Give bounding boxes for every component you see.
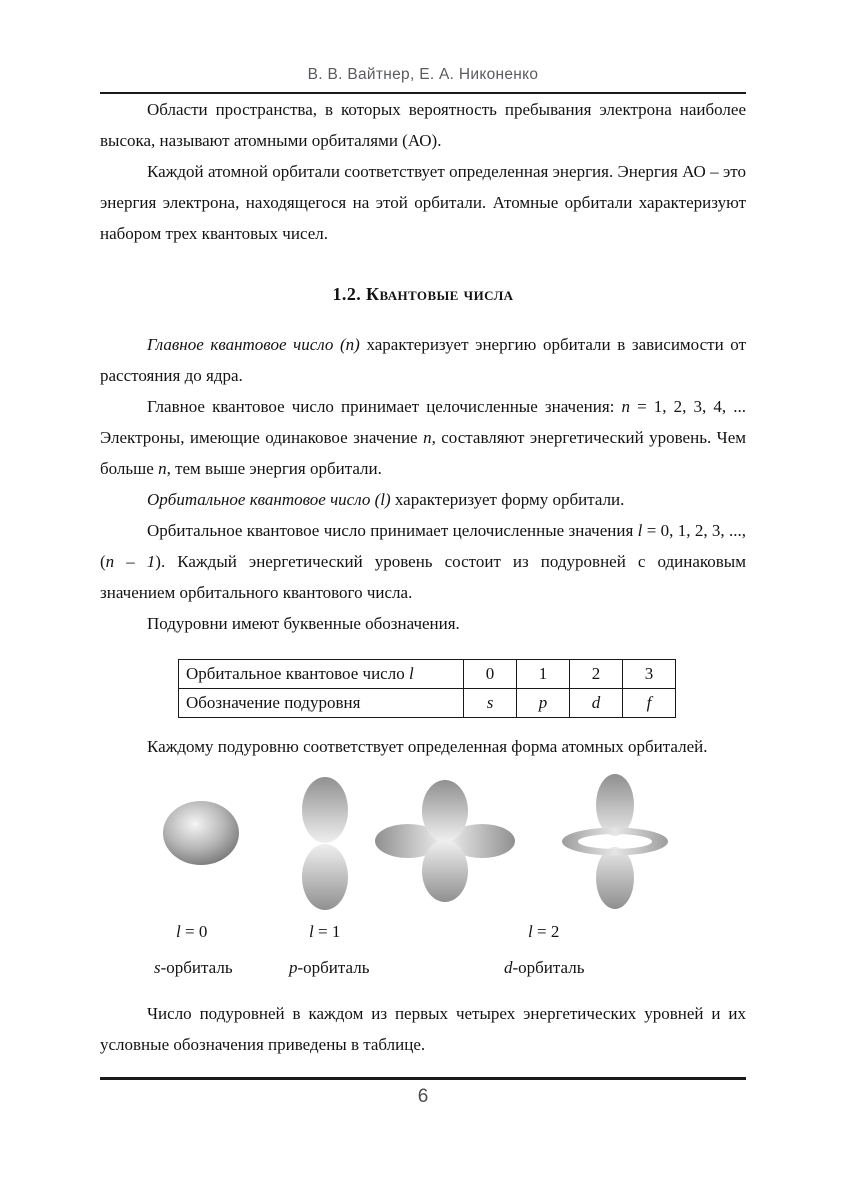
symbol-n-minus-1: n – 1 — [105, 552, 156, 571]
orbital-figure-labels — [100, 920, 746, 994]
text-segment: -орбиталь — [160, 958, 233, 977]
text-segment: = 0, 1, 2, 3, ..., ( — [100, 521, 746, 571]
paragraph-orbital-number — [100, 484, 746, 515]
orbital-figures — [100, 772, 746, 920]
footer-rule — [100, 1077, 746, 1080]
text-segment: Орбитальное квантовое число принимает целочисленные значения — [147, 521, 638, 540]
page-number: 6 — [417, 1086, 429, 1107]
text-segment: = 2 — [532, 922, 560, 941]
symbol-l: l — [176, 922, 181, 941]
text-segment: Главное квантовое число принимает целочисленные значения: — [147, 397, 622, 416]
label-p-orbital — [289, 958, 369, 978]
paragraph-principal-number — [100, 329, 746, 391]
d-orbital-clover-figure — [375, 780, 515, 907]
symbol-d: d — [504, 958, 513, 977]
running-head-authors: В. В. Вайтнер, Е. А. Никоненко — [307, 66, 539, 83]
text-segment: Каждой атомной орбитали соответствует определенная энергия. Энергия АО – это энергия электрона, находящегося на этой орбитали. Атомные орбитали характеризуют набором трех квантовых чисел. — [100, 162, 746, 243]
table-row — [179, 660, 676, 689]
symbol-s: s — [154, 958, 161, 977]
label-l-equals-0 — [176, 922, 207, 942]
page-content — [100, 0, 746, 1060]
table-cell: p — [517, 689, 570, 718]
paragraph-levels-table-intro — [100, 998, 746, 1060]
table-row-label — [179, 660, 464, 689]
symbol-l: l — [637, 521, 643, 540]
table-cell: 1 — [517, 660, 570, 689]
table-cell: 3 — [623, 660, 676, 689]
text-segment: -орбиталь — [297, 958, 370, 977]
table-cell: 0 — [464, 660, 517, 689]
term-orbital-quantum-number: Орбитальное квантовое число (l) — [147, 490, 391, 509]
symbol-l: l — [528, 922, 533, 941]
label-s-orbital — [154, 958, 233, 978]
table-row — [179, 689, 676, 718]
table-cell: 2 — [570, 660, 623, 689]
text-segment: , тем выше энергия орбитали. — [166, 459, 382, 478]
paragraph-principal-values — [100, 391, 746, 484]
dumbbell-orbital-icon — [296, 776, 354, 911]
term-principal-quantum-number: Главное квантовое число (n) — [147, 335, 360, 354]
label-l-equals-2 — [528, 922, 559, 942]
text-segment: Области пространства, в которых вероятность пребывания электрона наиболее высока, называют атомными орбиталями (АО). — [100, 100, 746, 150]
label-l-equals-1 — [309, 922, 340, 942]
text-segment: Подуровни имеют буквенные обозначения. — [147, 614, 460, 633]
text-segment: Число подуровней в каждом из первых четырех энергетических уровней и их условные обозначения приведены в таблице. — [100, 1004, 746, 1054]
table-cell: f — [623, 689, 676, 718]
symbol-n: n — [423, 428, 432, 447]
sphere-orbital-icon — [162, 800, 240, 866]
table-row-label: Обозначение подуровня — [179, 689, 464, 718]
symbol-l: l — [309, 922, 314, 941]
text-segment: ). Каждый энергетический уровень состоит из подуровней с одинаковым значением орбитального квантового числа. — [100, 552, 746, 602]
text-segment: = 0 — [180, 922, 208, 941]
paragraph-orbital-energy — [100, 156, 746, 249]
section-heading: 1.2. Квантовые числа — [332, 284, 514, 304]
p-orbital-figure — [296, 776, 354, 916]
paragraph-orbital-shapes — [100, 731, 746, 762]
table-cell: s — [464, 689, 517, 718]
text-segment: -орбиталь — [512, 958, 585, 977]
text-segment: Орбитальное квантовое число — [186, 664, 409, 683]
symbol-n: n — [621, 397, 630, 416]
clover-orbital-icon — [375, 780, 515, 902]
paragraph-orbitals-definition — [100, 94, 746, 156]
symbol-n: n — [158, 459, 167, 478]
label-d-orbital — [504, 958, 584, 978]
paragraph-subshell-letters — [100, 608, 746, 639]
text-segment: Каждому подуровню соответствует определенная форма атомных орбиталей. — [147, 737, 708, 756]
symbol-l: l — [408, 664, 414, 683]
subshell-table — [178, 659, 676, 718]
d-orbital-ring-figure — [560, 774, 670, 914]
ring-orbital-icon — [560, 774, 670, 909]
text-segment: характеризует форму орбитали. — [390, 490, 625, 509]
text-segment: характеризует энергию орбитали в зависимости от расстояния до ядра. — [100, 335, 747, 385]
table-cell: d — [570, 689, 623, 718]
symbol-p: p — [289, 958, 298, 977]
text-segment: = 1 — [313, 922, 341, 941]
text-segment: , составляют энергетический уровень. Чем больше — [100, 428, 746, 478]
s-orbital-figure — [162, 800, 240, 871]
paragraph-orbital-values — [100, 515, 746, 608]
text-segment: = 1, 2, 3, 4, ... Электроны, имеющие одинаковое значение — [100, 397, 746, 447]
